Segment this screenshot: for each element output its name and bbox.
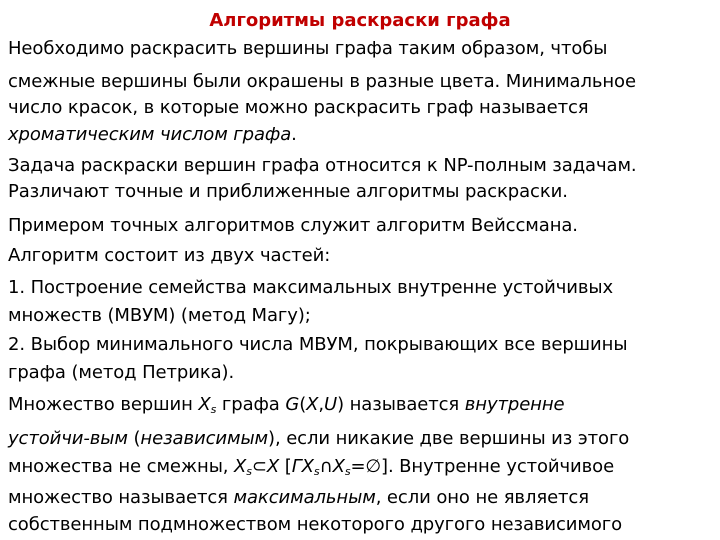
- text-line-16: [8, 487, 589, 509]
- term-stable: устойчи-вым: [8, 428, 128, 449]
- math-symbol: ΓX: [291, 456, 314, 477]
- text-segment: графа: [216, 394, 286, 415]
- text-line-4-end: .: [291, 124, 297, 145]
- math-subscript: s: [210, 403, 217, 416]
- subset-symbol: ⊂: [251, 456, 267, 477]
- text-line-12: графа (метод Петрика).: [8, 362, 235, 383]
- math-symbol: G: [285, 394, 300, 415]
- math-symbol: X: [332, 456, 345, 477]
- term-independent: независимым: [140, 428, 269, 449]
- term-internally: внутренне: [464, 394, 565, 415]
- intersection-symbol: ∩: [319, 456, 333, 477]
- text-line-14: [8, 428, 629, 450]
- text-line-11: 2. Выбор минимального числа МВУМ, покрывающих все вершины: [8, 334, 628, 355]
- text-segment: (: [127, 428, 141, 449]
- math-symbol: X: [234, 456, 247, 477]
- text-line-4: [8, 124, 297, 146]
- text-line-17: собственным подмножеством некоторого другого независимого: [8, 514, 623, 535]
- text-line-10: множеств (МВУМ) (метод Магу);: [8, 305, 311, 326]
- text-line-9: 1. Построение семейства максимальных внутренне устойчивых: [8, 277, 614, 298]
- text-segment: ) называется: [337, 394, 465, 415]
- text-segment: множество называется: [8, 487, 234, 508]
- math-subscript: s: [313, 465, 320, 478]
- math-symbol: U: [324, 394, 338, 415]
- empty-set-symbol: =∅: [350, 456, 382, 477]
- text-segment: Множество вершин: [8, 394, 199, 415]
- text-segment: ]. Внутренне устойчивое: [381, 456, 615, 477]
- text-line-5: Задача раскраски вершин графа относится к NP-полным задачам.: [8, 155, 637, 176]
- math-symbol: X: [198, 394, 211, 415]
- text-segment: , если оно не является: [375, 487, 589, 508]
- text-segment: множества не смежны,: [8, 456, 235, 477]
- text-line-13: [8, 394, 565, 416]
- text-segment: (: [299, 394, 307, 415]
- math-subscript: s: [344, 465, 351, 478]
- text-line-6: Различают точные и приближенные алгоритмы раскраски.: [8, 181, 568, 202]
- text-segment: [: [279, 456, 292, 477]
- slide-title: Алгоритмы раскраски графа: [209, 10, 511, 31]
- term-chromatic-number: хроматическим числом графа: [8, 124, 292, 145]
- text-segment: ,: [318, 394, 325, 415]
- math-subscript: s: [246, 465, 252, 478]
- math-symbol: X: [306, 394, 319, 415]
- text-line-15: [8, 456, 614, 478]
- text-line-2: смежные вершины были окрашены в разные цвета. Минимальное: [8, 71, 636, 92]
- text-line-1: Необходимо раскрасить вершины графа таким образом, чтобы: [8, 38, 608, 59]
- term-maximal: максимальным: [233, 487, 376, 508]
- text-line-3: число красок, в которые можно раскрасить граф называется: [8, 97, 589, 118]
- text-line-8: Алгоритм состоит из двух частей:: [8, 245, 331, 266]
- math-symbol: X: [266, 456, 280, 477]
- text-segment: ), если никакие две вершины из этого: [268, 428, 630, 449]
- text-line-7: Примером точных алгоритмов служит алгоритм Вейссмана.: [8, 215, 578, 236]
